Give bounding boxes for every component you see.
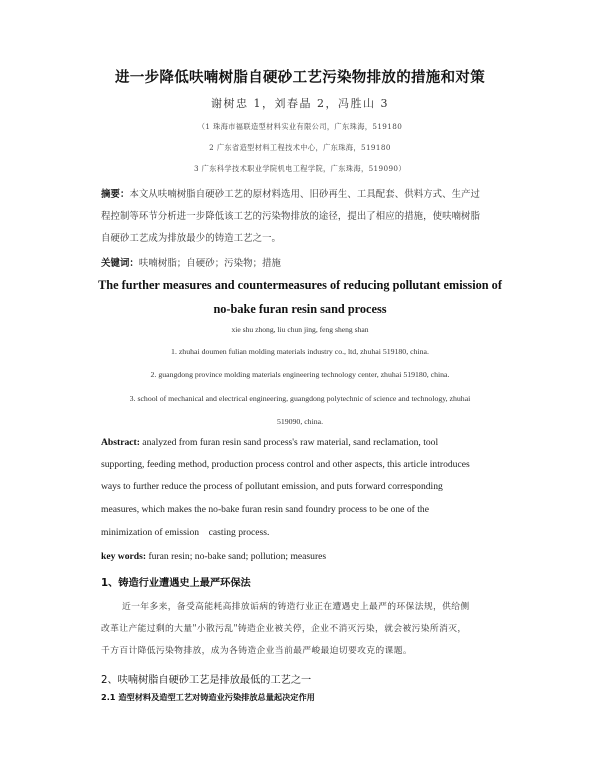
section-1-line-2: 改革让产能过剩的大量"小散污乱"铸造企业被关停，企业不消灭污染，就会被污染所消灭， [101,624,467,634]
section-1-heading: 1、铸造行业遭遇史上最严环保法 [101,578,251,589]
chinese-abstract-label: 摘要： [101,189,130,200]
english-affiliation-1: 1. zhuhai doumen fulian molding materials industry co., ltd, zhuhai 519180, china. [171,347,429,356]
chinese-keywords [101,255,281,269]
chinese-affiliation-3: 3 广东科学技术职业学院机电工程学院，广东珠海，519090） [193,164,406,173]
english-affiliation-3-cont: 519090, china. [276,417,324,426]
section-2-heading: 2、呋喃树脂自硬砂工艺是排放最低的工艺之一 [101,675,312,686]
chinese-abstract-line-1 [101,186,480,200]
chinese-abstract-text-1: 本文从呋喃树脂自硬砂工艺的原材料选用、旧砂再生、工具配套、供料方式、生产过 [129,189,481,200]
english-abstract-label: Abstract: [101,437,140,448]
section-1-line-3: 千方百计降低污染物排放，成为各铸造企业当前最严峻最迫切要攻克的课题。 [101,646,412,656]
english-abstract-line-4: measures, which makes the no-bake furan resin sand foundry process to be one of the [101,504,429,515]
english-keywords [101,551,326,562]
chinese-affiliation-1: （1 珠海市福联造型材料实业有限公司，广东珠海，519180 [197,122,403,131]
english-abstract-text-1: analyzed from furan resin sand process's raw material, sand reclamation, tool [139,437,439,448]
english-title-line-2: no-bake furan resin sand process [213,302,387,316]
english-title-line-1: The further measures and countermeasures of reducing pollutant emission of [98,278,502,292]
chinese-keywords-label: 关键词： [101,258,139,269]
section-1-line-1: 近一年多来，备受高能耗高排放诟病的铸造行业正在遭遇史上最严的环保法规，供给侧 [122,602,470,612]
english-affiliation-3: 3. school of mechanical and electrical engineering, guangdong polytechnic of science and technology, zhuhai [129,394,471,403]
english-affiliation-2: 2. guangdong province molding materials engineering technology center, zhuhai 519180, china. [150,370,450,379]
english-abstract-line-1 [101,437,438,448]
english-abstract-line-2: supporting, feeding method, production process control and other aspects, this article introduces [101,459,470,470]
english-abstract-line-3: ways to further reduce the process of pollutant emission, and puts forward corresponding [101,481,443,492]
chinese-authors: 谢树忠 1，刘春晶 2，冯胜山 3 [211,97,389,110]
english-abstract-line-5: minimization of emission casting process. [101,527,270,538]
chinese-title: 进一步降低呋喃树脂自硬砂工艺污染物排放的措施和对策 [115,70,485,86]
section-2-1-heading: 2.1 造型材料及造型工艺对铸造业污染排放总量起决定作用 [101,692,315,702]
chinese-abstract-line-2: 程控制等环节分析进一步降低该工艺的污染物排放的途径，提出了相应的措施，使呋喃树脂 [101,211,481,222]
english-authors: xie shu zhong, liu chun jing, feng sheng shan [231,325,369,334]
chinese-abstract-line-3: 自硬砂工艺成为排放最少的铸造工艺之一。 [101,233,282,244]
english-keywords-text: furan resin; no-bake sand; pollution; measures [146,551,327,562]
english-keywords-label: key words: [101,551,147,562]
chinese-keywords-text: 呋喃树脂；自硬砂；污染物；措施 [138,258,282,269]
chinese-affiliation-2: 2 广东省造型材料工程技术中心，广东珠海，519180 [209,143,391,152]
